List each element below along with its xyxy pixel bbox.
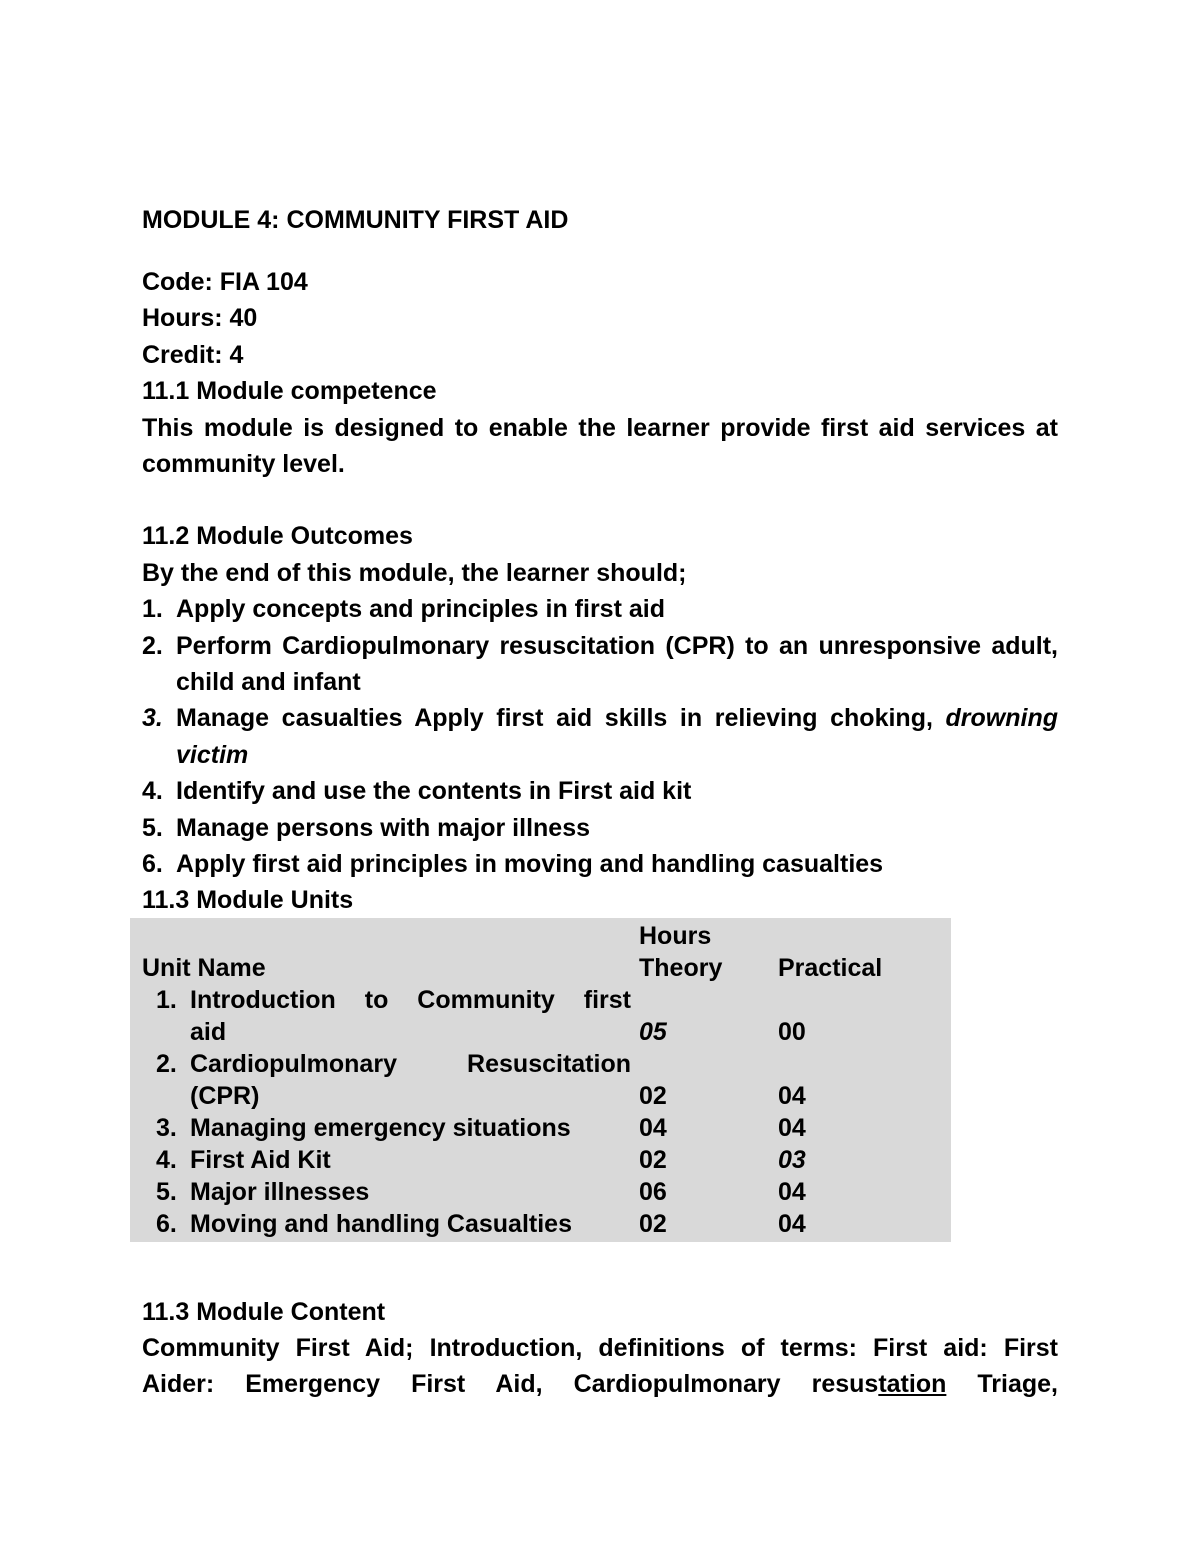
outcomes-heading: 11.2 Module Outcomes — [142, 522, 413, 551]
content-line-1: Community First Aid; Introduction, definitions of terms: First aid: First — [142, 1333, 1058, 1362]
table-row — [130, 1048, 951, 1112]
unit-number-wrap — [142, 1048, 190, 1080]
header-hours: Hours — [639, 921, 712, 950]
unit-name-cell — [130, 984, 639, 1048]
unit-theory: 02 — [639, 1081, 667, 1110]
list-number: 4. — [142, 777, 163, 806]
list-number: 6. — [142, 850, 163, 879]
unit-number-wrap — [142, 1176, 190, 1208]
table-row — [130, 984, 951, 1048]
unit-name-cell — [130, 1176, 639, 1208]
unit-line — [142, 1080, 639, 1112]
list-item — [142, 591, 1058, 627]
unit-practical: 04 — [778, 1113, 806, 1142]
unit-number: 2. — [156, 1049, 177, 1078]
header-theory-label: Theory — [639, 953, 723, 982]
table-row — [130, 1176, 951, 1208]
module-code: Code: FIA 104 — [142, 268, 308, 296]
unit-theory: 04 — [639, 1113, 667, 1142]
competence-heading: 11.1 Module competence — [142, 377, 437, 406]
unit-name-cell — [130, 1048, 639, 1112]
unit-practical: 00 — [778, 1017, 806, 1046]
list-number: 3. — [142, 704, 163, 733]
spacer — [142, 482, 1058, 518]
outcomes-intro: By the end of this module, the learner should; — [142, 558, 687, 587]
unit-number: 1. — [156, 985, 177, 1014]
unit-line — [142, 1208, 639, 1240]
unit-line — [142, 1112, 639, 1144]
unit-number-wrap — [142, 984, 190, 1016]
table-row — [130, 1112, 951, 1144]
unit-theory: 05 — [639, 1017, 667, 1046]
table-row — [130, 1208, 951, 1240]
unit-number: 4. — [156, 1145, 177, 1174]
list-item — [142, 846, 1058, 882]
units-table-grid — [130, 920, 951, 1240]
list-text-italic: drowning victim — [176, 704, 1058, 769]
content-line-2-a: Aider: Emergency First Aid, Cardiopulmonary resus — [142, 1370, 879, 1399]
unit-line — [142, 1016, 639, 1048]
unit-line — [142, 984, 639, 1016]
list-text: Apply first aid principles in moving and handling casualties — [176, 850, 884, 879]
module-hours: Hours: 40 — [142, 304, 258, 333]
module-title: MODULE 4: COMMUNITY FIRST AID — [142, 206, 569, 234]
content-line-2-b: Triage, — [946, 1370, 1058, 1399]
unit-theory: 06 — [639, 1177, 667, 1206]
unit-practical: 04 — [778, 1209, 806, 1238]
list-text: Identify and use the contents in First aid kit — [176, 777, 692, 806]
content-line-2-underlined: tation — [878, 1370, 947, 1399]
unit-number-wrap — [142, 1208, 190, 1240]
list-text: Perform Cardiopulmonary resuscitation (CPR) to an unresponsive adult, child and infant — [176, 631, 1058, 697]
unit-line — [142, 1176, 639, 1208]
unit-name-cont: (CPR) — [190, 1081, 260, 1110]
unit-name: Moving and handling Casualties — [190, 1209, 572, 1238]
competence-text: This module is designed to enable the learner provide first aid services at community level. — [142, 413, 1058, 479]
unit-number: 3. — [156, 1113, 177, 1142]
outcomes-list — [142, 591, 1058, 882]
content-line-2 — [142, 1366, 1058, 1402]
unit-name: First Aid Kit — [190, 1145, 331, 1174]
table-header-row — [130, 920, 951, 984]
unit-name-cell — [130, 1112, 639, 1144]
unit-name: Cardiopulmonary Resuscitation — [190, 1049, 631, 1078]
unit-number: 6. — [156, 1209, 177, 1238]
unit-indent — [142, 1080, 190, 1112]
unit-name: Managing emergency situations — [190, 1113, 571, 1142]
units-heading: 11.3 Module Units — [142, 885, 354, 914]
header-practical: Practical — [778, 953, 883, 982]
spacer — [142, 240, 1058, 264]
unit-theory: 02 — [639, 1145, 667, 1174]
unit-name: Introduction to Community first — [190, 985, 631, 1014]
unit-number: 5. — [156, 1177, 177, 1206]
list-item — [142, 773, 1058, 809]
table-row — [130, 1144, 951, 1176]
unit-line — [142, 1144, 639, 1176]
unit-number-wrap — [142, 1144, 190, 1176]
list-text: Manage persons with major illness — [176, 813, 591, 842]
unit-practical: 04 — [778, 1081, 806, 1110]
header-theory — [639, 920, 778, 984]
unit-number-wrap — [142, 1112, 190, 1144]
list-number: 1. — [142, 595, 163, 624]
unit-practical: 04 — [778, 1177, 806, 1206]
list-text-main: Manage casualties Apply first aid skills in relieving choking, — [176, 704, 933, 733]
content-line-2-text — [142, 1366, 1058, 1402]
unit-indent — [142, 1016, 190, 1048]
unit-name-cell — [130, 1144, 639, 1176]
header-unit-name: Unit Name — [142, 953, 266, 982]
list-text: Apply concepts and principles in first aid — [176, 595, 665, 624]
content-heading: 11.3 Module Content — [142, 1297, 386, 1326]
list-item — [142, 700, 1058, 773]
list-item — [142, 628, 1058, 701]
unit-practical: 03 — [778, 1145, 806, 1174]
list-item — [142, 810, 1058, 846]
list-text — [176, 700, 1058, 773]
unit-name-cell — [130, 1208, 639, 1240]
list-number: 2. — [142, 631, 163, 660]
page-content — [142, 200, 1058, 1403]
unit-theory: 02 — [639, 1209, 667, 1238]
unit-line — [142, 1048, 639, 1080]
list-number: 5. — [142, 813, 163, 842]
module-credit: Credit: 4 — [142, 340, 244, 369]
units-table — [130, 918, 951, 1242]
spacer — [142, 1242, 1058, 1294]
unit-name-cont: aid — [190, 1017, 227, 1046]
unit-name: Major illnesses — [190, 1177, 370, 1206]
